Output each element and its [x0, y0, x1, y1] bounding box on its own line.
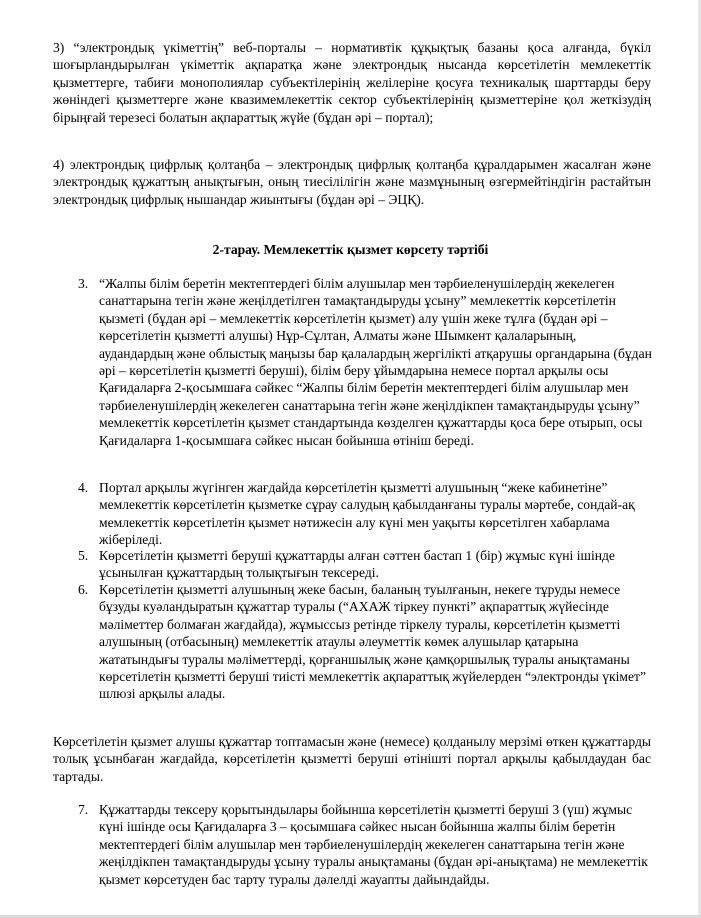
list-item-text: Көрсетілетін қызметті беруші құжаттарды алған сәттен бастап 1 (бір) жұмыс күні ішінде ұсынылған құжаттардың толықтығын тексереді.	[99, 548, 615, 581]
list-item-text: Портал арқылы жүгінген жағдайда көрсетілетін қызметті алушының “жеке кабинетіне” мемлекеттік көрсетілетін қызметке сұрау салудың қабылданғаны туралы мәртебе, сондай-ақ мемлекеттік көрсетілетін қызмет нәтижесін алу күні мен уақыты көрсетілген хабарлама жіберіледі.	[99, 480, 635, 548]
list-item-number: 3.	[78, 276, 89, 291]
list-item-number: 7.	[78, 802, 89, 817]
definition-paragraph-3: 3) “электрондық үкіметтің” веб-порталы – нормативтік құқықтық базаны қоса алғанда, бүкіл шоғырландырылған үкіметтік ақпаратқа және электрондық нысанда көрсетілетін мемлекеттік қызметтерге, табиғи монополиялар субъектілерінің желілеріне қосуға техникалық шарттарды беру жөніндегі қызметтерге және квазимемлекеттік сектор субъектілерінің қызметтеріне қол жеткізудің бірыңғай терезесі болатын ақпараттық жүйе (бұдан әрі – портал);	[53, 40, 651, 125]
list-item-text: Көрсетілетін қызметті алушының жеке басын, баланың туылғанын, некеге тұруды немесе бұзуды куәландыратын құжаттар туралы (“АХАЖ тіркеу пункті” ақпараттық жүйесінде мәліметтер болмаған жағдайда), жұмыссыз ретінде тіркелу туралы, көрсетілетін қызметті алушының (отбасының) мемлекеттік атаулы әлеуметтік көмек алушылар қатарына жататындығы туралы мәліметтерді, қорғаншылық және қамқоршылық туралы анықтаманы көрсетілетін қызметті беруші тиісті мемлекеттік ақпараттық жүйелерден “электронды үкімет” шлюзі арқылы алады.	[99, 582, 647, 702]
list-item-number: 6.	[78, 582, 89, 597]
list-item-3	[78, 275, 654, 449]
list-item-6	[78, 581, 654, 703]
list-item-4	[78, 479, 654, 549]
list-item-number: 5.	[78, 548, 89, 563]
refusal-paragraph: Көрсетілетін қызмет алушы құжаттар топтамасын және (немесе) қолданылу мерзімі өткен құжаттарды толық ұсынбаған жағдайда, көрсетілетін қызметті беруші өтінішті портал арқылы қабылдаудан бас тартады.	[53, 734, 651, 784]
list-item-text: Құжаттарды тексеру қорытындылары бойынша көрсетілетін қызметті беруші 3 (үш) жұмыс күні ішінде осы Қағидаларға 3 – қосымшаға сәйкес нысан бойынша жалпы білім беретін мектептердегі білім алушылар мен тәрбиеленушілердің жекелеген санаттарына тегін және жеңілдікпен тамақтандыруды ұсыну туралы анықтаманы (бұдан әрі-анықтама) не мемлекеттік қызмет көрсетуден бас тарту туралы дәлелді жауапты дайындайды.	[99, 802, 648, 887]
definition-paragraph-4: 4) электрондық цифрлық қолтаңба – электрондық цифрлық қолтаңба құралдарымен жасалған және электрондық құжаттың анықтығын, оның тиесілілігін және мазмұнының өзгермейтіндігін растайтын электрондық цифрлық нышандар жиынтығы (бұдан әрі – ЭЦҚ).	[53, 157, 651, 207]
list-item-7	[78, 801, 654, 888]
list-item-number: 4.	[78, 480, 89, 495]
section-heading: 2-тарау. Мемлекеттік қызмет көрсету тәртібі	[212, 242, 489, 257]
list-item-5	[78, 547, 654, 582]
list-item-text: “Жалпы білім беретін мектептердегі білім алушылар мен тәрбиеленушілердің жекелеген санаттарына тегін және жеңілдетілген тамақтандыруды ұсыну” мемлекеттік көрсетілетін қызметі (бұдан әрі – мемлекеттік көрсетілетін қызмет) алу үшін жеке тұлға (бұдан әрі – көрсетілетін қызметті алушы) Нұр-Сұлтан, Алматы және Шымкент қалаларының, аудандардың және облыстық маңызы бар қалалардың жергілікті атқарушы органдарына (бұдан әрі – көрсетілетін қызметті беруші), білім беру ұйымдарына немесе портал арқылы осы Қағидаларға 2-қосымшаға сәйкес “Жалпы білім беретін мектептердегі білім алушылар мен тәрбиеленушілердің жекелеген санаттарына тегін және жеңілдікпен тамақтандыруды ұсыну” мемлекеттік көрсетілетін қызмет стандартында көзделген құжаттарды қоса бере отырып, осы Қағидаларға 1-қосымшаға сәйкес нысан бойынша өтініш береді.	[99, 276, 652, 448]
